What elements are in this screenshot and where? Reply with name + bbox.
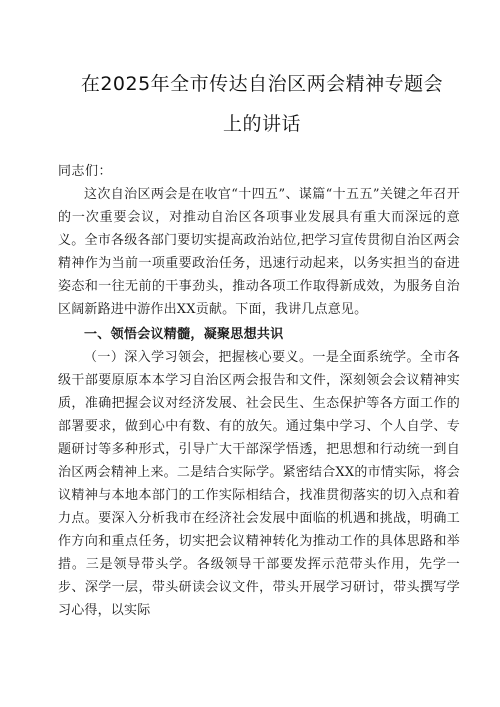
title-line-1: 在2025年全市传达自治区两会精神专题会 — [80, 73, 444, 95]
title-line-2: 上的讲话 — [222, 113, 301, 135]
section-heading-1: 一、领悟会议精髓，凝聚思想共识 — [84, 327, 284, 342]
page-title — [58, 64, 460, 144]
salutation: 同志们： — [58, 164, 113, 179]
body-paragraph-1: 这次自治区两会是在收官“十四五”、谋篇“十五五”关键之年召开的一次重要会议，对推动自治区各项事业发展具有重大而深远的意义。全市各级各部门要切实提高政治站位,把学习宣传贯彻自治区两会精神作为当前一项重要政治任务，迅速行动起来，以务实担当的奋进姿态和一往无前的干事劲头，推动各项工作取得新成效，为服务自治区阔新路进中游作出XX贡献。下面，我讲几点意见。 — [58, 187, 460, 317]
body-paragraph-2: （一）深入学习领会，把握核心要义。一是全面系统学。全市各级干部要原原本本学习自治区两会报告和文件，深刻领会会议精神实质，准确把握会议对经济发展、社会民生、生态保护等各方面工作的部署要求，做到心中有数、有的放矢。通过集中学习、个人自学、专题研讨等多种形式，引导广大干部深学悟透，把思想和行动统一到自治区两会精神上来。二是结合实际学。紧密结合XX的市情实际，将会议精神与本地本部门的工作实际相结合，找准贯彻落实的切入点和着力点。要深入分析我市在经济社会发展中面临的机遇和挑战，明确工作方向和重点任务，切实把会议精神转化为推动工作的具体思路和举措。三是领导带头学。各级领导干部要发挥示范带头作用，先学一步、深学一层，带头研读会议文件，带头开展学习研讨，带头撰写学习心得，以实际 — [58, 350, 460, 618]
